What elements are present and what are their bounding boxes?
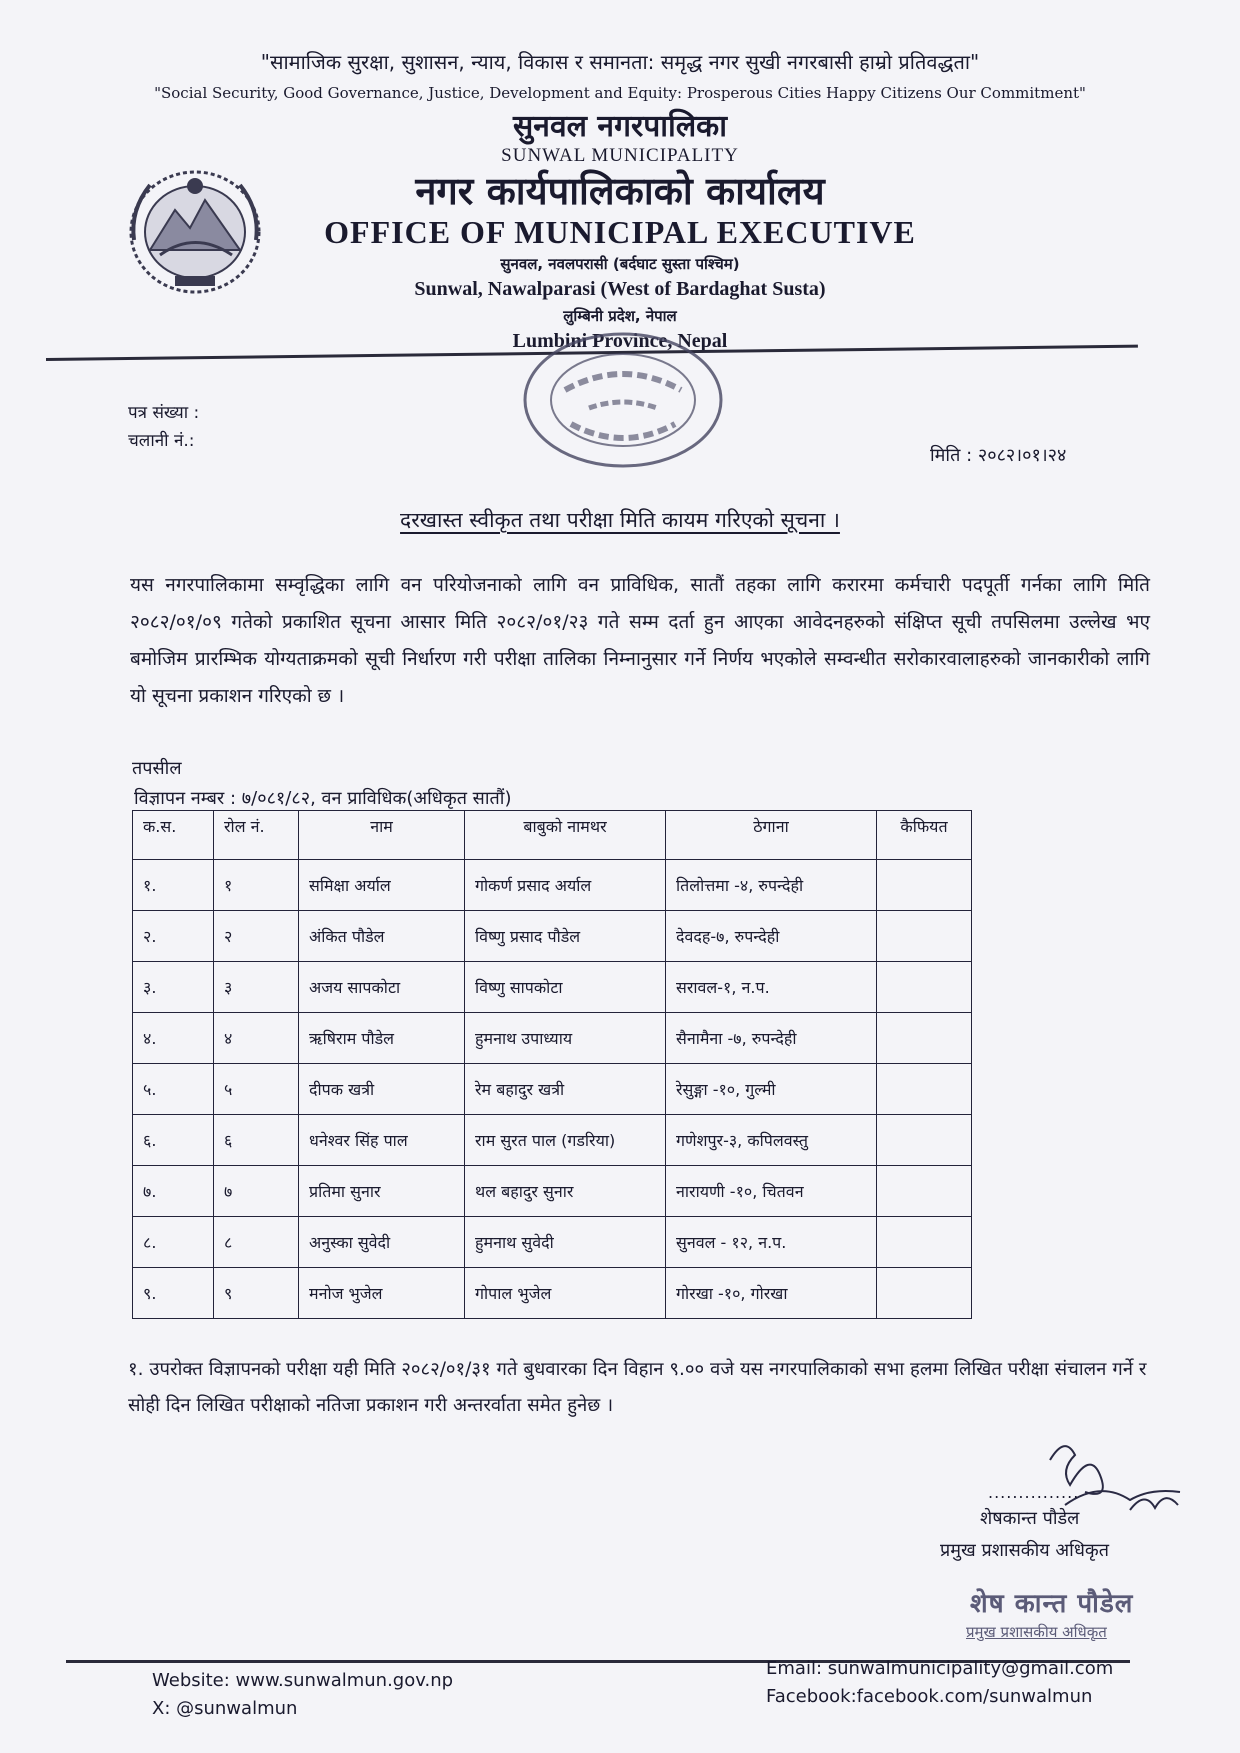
- table-cell: [877, 962, 972, 1013]
- tapsil-label: तपसील: [132, 758, 182, 779]
- table-cell: गोपाल भुजेल: [465, 1268, 666, 1319]
- address-english: Sunwal, Nawalparasi (West of Bardaghat Susta): [414, 278, 826, 300]
- table-cell: ९.: [133, 1268, 214, 1319]
- table-cell: ६.: [133, 1115, 214, 1166]
- table-cell: प्रतिमा सुनार: [299, 1166, 465, 1217]
- table-cell: विष्णु प्रसाद पौडेल: [465, 911, 666, 962]
- table-cell: अजय सापकोटा: [299, 962, 465, 1013]
- signature-line: ...............: [988, 1483, 1080, 1502]
- table-cell: १.: [133, 860, 214, 911]
- municipality-name-nepali: सुनवल नगरपालिका: [513, 109, 727, 144]
- province-english: Lumbini Province, Nepal: [512, 330, 728, 352]
- table-cell: हुमनाथ सुवेदी: [465, 1217, 666, 1268]
- motto-english: "Social Security, Good Governance, Justice, Development and Equity: Prosperous Cities Happy Citizens Our Commitment": [154, 84, 1086, 102]
- table-cell: गोकर्ण प्रसाद अर्याल: [465, 860, 666, 911]
- table-cell: सरावल-१, न.प.: [666, 962, 877, 1013]
- table-cell: सैनामैना -७, रुपन्देही: [666, 1013, 877, 1064]
- notice-date: मिति : २०८२।०१।२४: [930, 445, 1067, 466]
- table-row: [133, 1217, 972, 1268]
- table-cell: नारायणी -१०, चितवन: [666, 1166, 877, 1217]
- exam-note: १. उपरोक्त विज्ञापनको परीक्षा यही मिति २०८२/०१/३१ गते बुधवारका दिन विहान ९.०० वजे यस नगरपालिकाको सभा हलमा लिखित परीक्षा संचालन गर्ने र सोही दिन लिखित परीक्षाको नतिजा प्रकाशन गरी अन्तरर्वाता समेत हुनेछ ।: [128, 1359, 1147, 1416]
- table-cell: ९: [214, 1268, 299, 1319]
- table-row: [133, 860, 972, 911]
- table-cell: [877, 911, 972, 962]
- table-cell: [877, 860, 972, 911]
- table-row: [133, 1064, 972, 1115]
- table-row: [133, 1115, 972, 1166]
- notice-subject: [0, 506, 1240, 534]
- table-cell: हुमनाथ उपाध्याय: [465, 1013, 666, 1064]
- name-stamp: शेष कान्त पौडेल: [970, 1589, 1134, 1619]
- table-body: [133, 860, 972, 1319]
- table-cell: ८: [214, 1217, 299, 1268]
- footer-x-handle: X: @sunwalmun: [152, 1698, 298, 1719]
- table-cell: [877, 1115, 972, 1166]
- table-cell: विष्णु सापकोटा: [465, 962, 666, 1013]
- table-cell: ३.: [133, 962, 214, 1013]
- table-cell: थल बहादुर सुनार: [465, 1166, 666, 1217]
- advertisement-label: विज्ञापन नम्बर : ७/०८१/८२, वन प्राविधिक(अधिकृत सातौं): [134, 788, 512, 809]
- notice-body: यस नगरपालिकामा सम्वृद्धिका लागि वन परियोजनाको लागि वन प्राविधिक, सातौं तहका लागि करारमा कर्मचारी पदपूर्ती गर्नका लागि मिति २०८२/०१/०९ गतेको प्रकाशित सूचना आसार मिति २०८२/०१/२३ गते सम्म दर्ता हुन आएका आवेदनहरुको संक्षिप्त सूची तपसिलमा उल्लेख भए बमोजिम प्रारम्भिक योग्यताक्रमको सूची निर्धारण गरी परीक्षा तालिका निम्नानुसार गर्ने निर्णय भएकोले सम्वन्धीत सरोकारवालाहरुको जानकारीको लागि यो सूचना प्रकाशन गरिएको छ ।: [130, 574, 1150, 707]
- table-cell: धनेश्वर सिंह पाल: [299, 1115, 465, 1166]
- table-cell: ४.: [133, 1013, 214, 1064]
- footer-email: Email: sunwalmunicipality@gmail.com: [766, 1658, 1114, 1679]
- table-cell: ५: [214, 1064, 299, 1115]
- office-seal-icon: [515, 328, 730, 473]
- table-cell: ४: [214, 1013, 299, 1064]
- address-nepali: सुनवल, नवलपरासी (बर्दघाट सुस्ता पश्चिम): [500, 255, 740, 273]
- nepal-emblem-icon: [120, 160, 270, 300]
- signatory-title: प्रमुख प्रशासकीय अधिकृत: [940, 1540, 1109, 1561]
- table-row: [133, 911, 972, 962]
- footer-website: Website: www.sunwalmun.gov.np: [152, 1670, 454, 1691]
- office-name-nepali: नगर कार्यपालिकाको कार्यालय: [415, 169, 825, 213]
- table-cell: ७: [214, 1166, 299, 1217]
- table-cell: अनुस्का सुवेदी: [299, 1217, 465, 1268]
- table-cell: देवदह-७, रुपन्देही: [666, 911, 877, 962]
- office-name-english: OFFICE OF MUNICIPAL EXECUTIVE: [324, 214, 916, 250]
- table-cell: मनोज भुजेल: [299, 1268, 465, 1319]
- table-cell: [877, 1268, 972, 1319]
- table-cell: २.: [133, 911, 214, 962]
- table-cell: [877, 1064, 972, 1115]
- table-cell: ऋषिराम पौडेल: [299, 1013, 465, 1064]
- motto-nepali: "सामाजिक सुरक्षा, सुशासन, न्याय, विकास र समानता: समृद्ध नगर सुखी नगरबासी हाम्रो प्रतिवद्धता": [260, 50, 980, 74]
- table-row: [133, 1268, 972, 1319]
- table-cell: ३: [214, 962, 299, 1013]
- table-cell: ६: [214, 1115, 299, 1166]
- table-cell: सुनवल - १२, न.प.: [666, 1217, 877, 1268]
- candidate-table: [132, 810, 972, 1319]
- table-row: [133, 962, 972, 1013]
- table-cell: २: [214, 911, 299, 962]
- table-cell: समिक्षा अर्याल: [299, 860, 465, 911]
- table-cell: ७.: [133, 1166, 214, 1217]
- footer-facebook: Facebook:facebook.com/sunwalmun: [766, 1686, 1093, 1707]
- table-cell: रेम बहादुर खत्री: [465, 1064, 666, 1115]
- municipality-name-english: SUNWAL MUNICIPALITY: [501, 145, 739, 166]
- signatory-name: शेषकान्त पौडेल: [980, 1508, 1080, 1529]
- table-row: [133, 1013, 972, 1064]
- title-stamp: प्रमुख प्रशासकीय अधिकृत: [966, 1623, 1107, 1641]
- letter-number-label: पत्र संख्या :: [128, 403, 200, 423]
- table-cell: गणेशपुर-३, कपिलवस्तु: [666, 1115, 877, 1166]
- column-header: क.स.: [133, 811, 214, 860]
- table-cell: गोरखा -१०, गोरखा: [666, 1268, 877, 1319]
- table-cell: राम सुरत पाल (गडरिया): [465, 1115, 666, 1166]
- column-header: बाबुको नामथर: [465, 811, 666, 860]
- table-cell: अंकित पौडेल: [299, 911, 465, 962]
- table-cell: [877, 1217, 972, 1268]
- table-cell: १: [214, 860, 299, 911]
- table-cell: तिलोत्तमा -४, रुपन्देही: [666, 860, 877, 911]
- province-nepali: लुम्बिनी प्रदेश, नेपाल: [563, 307, 677, 325]
- table-cell: दीपक खत्री: [299, 1064, 465, 1115]
- column-header: रोल नं.: [214, 811, 299, 860]
- table-cell: ५.: [133, 1064, 214, 1115]
- table-row: [133, 1166, 972, 1217]
- table-cell: [877, 1166, 972, 1217]
- notice-subject-text: दरखास्त स्वीकृत तथा परीक्षा मिति कायम गरिएको सूचना ।: [400, 508, 840, 532]
- table-cell: [877, 1013, 972, 1064]
- column-header: नाम: [299, 811, 465, 860]
- table-cell: रेसुङ्गा -१०, गुल्मी: [666, 1064, 877, 1115]
- column-header: कैफियत: [877, 811, 972, 860]
- table-header-row: [133, 811, 972, 860]
- column-header: ठेगाना: [666, 811, 877, 860]
- dispatch-number-label: चलानी नं.:: [128, 431, 195, 451]
- table-cell: ८.: [133, 1217, 214, 1268]
